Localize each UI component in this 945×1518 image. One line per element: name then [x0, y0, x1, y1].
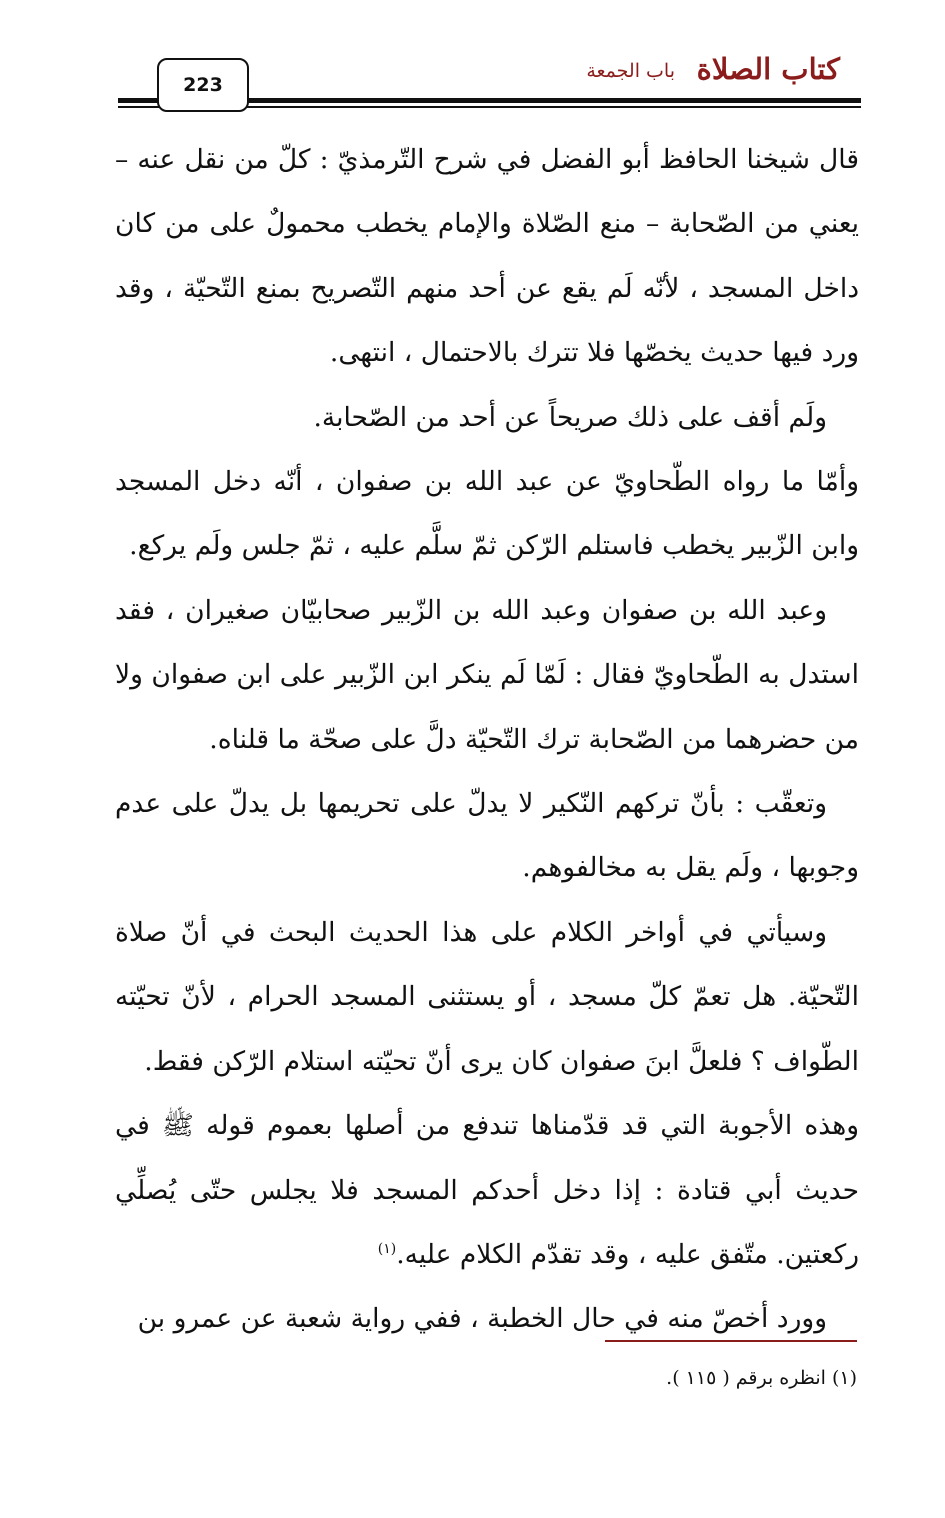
paragraph: وأمّا ما رواه الطّحاويّ عن عبد الله بن صفوان ، أنّه دخل المسجد وابن الزّبير يخطب فاستلم الرّكن ثمّ سلَّم عليه ، ثمّ جلس ولَم يركع.: [115, 466, 859, 562]
paragraph: [115, 1094, 859, 1287]
paragraph: وسيأتي في أواخر الكلام على هذا الحديث البحث في أنّ صلاة التّحيّة. هل تعمّ كلّ مسجد ، أو يستثنى المسجد الحرام ، لأنّ تحيّته الطّواف ؟ فلعلَّ ابنَ صفوان كان يرى أنّ تحيّته استلام الرّكن فقط.: [115, 916, 859, 1077]
paragraph: وعبد الله بن صفوان وعبد الله بن الزّبير صحابيّان صغيران ، فقد استدل به الطّحاويّ فقال : لَمّا لَم ينكر ابن الزّبير على ابن صفوان ولا من حضرهما من الصّحابة ترك التّحيّة دلَّ على صحّة ما قلناه.: [115, 594, 859, 755]
footnote-divider: [605, 1340, 857, 1342]
footnote: (١) انظره برقم ( ١١٥ ).: [666, 1367, 857, 1389]
page-number-box: [157, 58, 249, 112]
page-number: 223: [183, 74, 223, 96]
footnote-reference[interactable]: (١): [377, 1241, 397, 1258]
paragraph: قال شيخنا الحافظ أبو الفضل في شرح التّرمذيّ : كلّ من نقل عنه – يعني من الصّحابة – منع الصّلاة والإمام يخطب محمولٌ على من كان داخل المسجد ، لأنّه لَم يقع عن أحد منهم التّصريح بمنع التّحيّة ، وقد ورد فيها حديث يخصّها فلا تترك بالاحتمال ، انتهى.: [115, 144, 859, 369]
paragraph-text: وهذه الأجوبة التي قد قدّمناها تندفع من أصلها بعموم قوله ﷺ في حديث أبي قتادة : إذا دخل أحدكم المسجد فلا يجلس حتّى يُصلِّي ركعتين. متّفق عليه ، وقد تقدّم الكلام عليه.: [115, 1110, 859, 1270]
chapter-title: باب الجمعة: [586, 60, 675, 82]
page-header: [0, 0, 945, 120]
paragraph: وورد أخصّ منه في حال الخطبة ، ففي رواية شعبة عن عمرو بن: [137, 1303, 827, 1335]
paragraph: وتعقّب : بأنّ تركهم النّكير لا يدلّ على تحريمها بل يدلّ على عدم وجوبها ، ولَم يقل به مخالفوهم.: [115, 788, 859, 884]
body-text: [115, 128, 859, 1352]
book-title: كتاب الصلاة: [696, 52, 840, 86]
paragraph: ولَم أقف على ذلك صريحاً عن أحد من الصّحابة.: [313, 401, 827, 433]
